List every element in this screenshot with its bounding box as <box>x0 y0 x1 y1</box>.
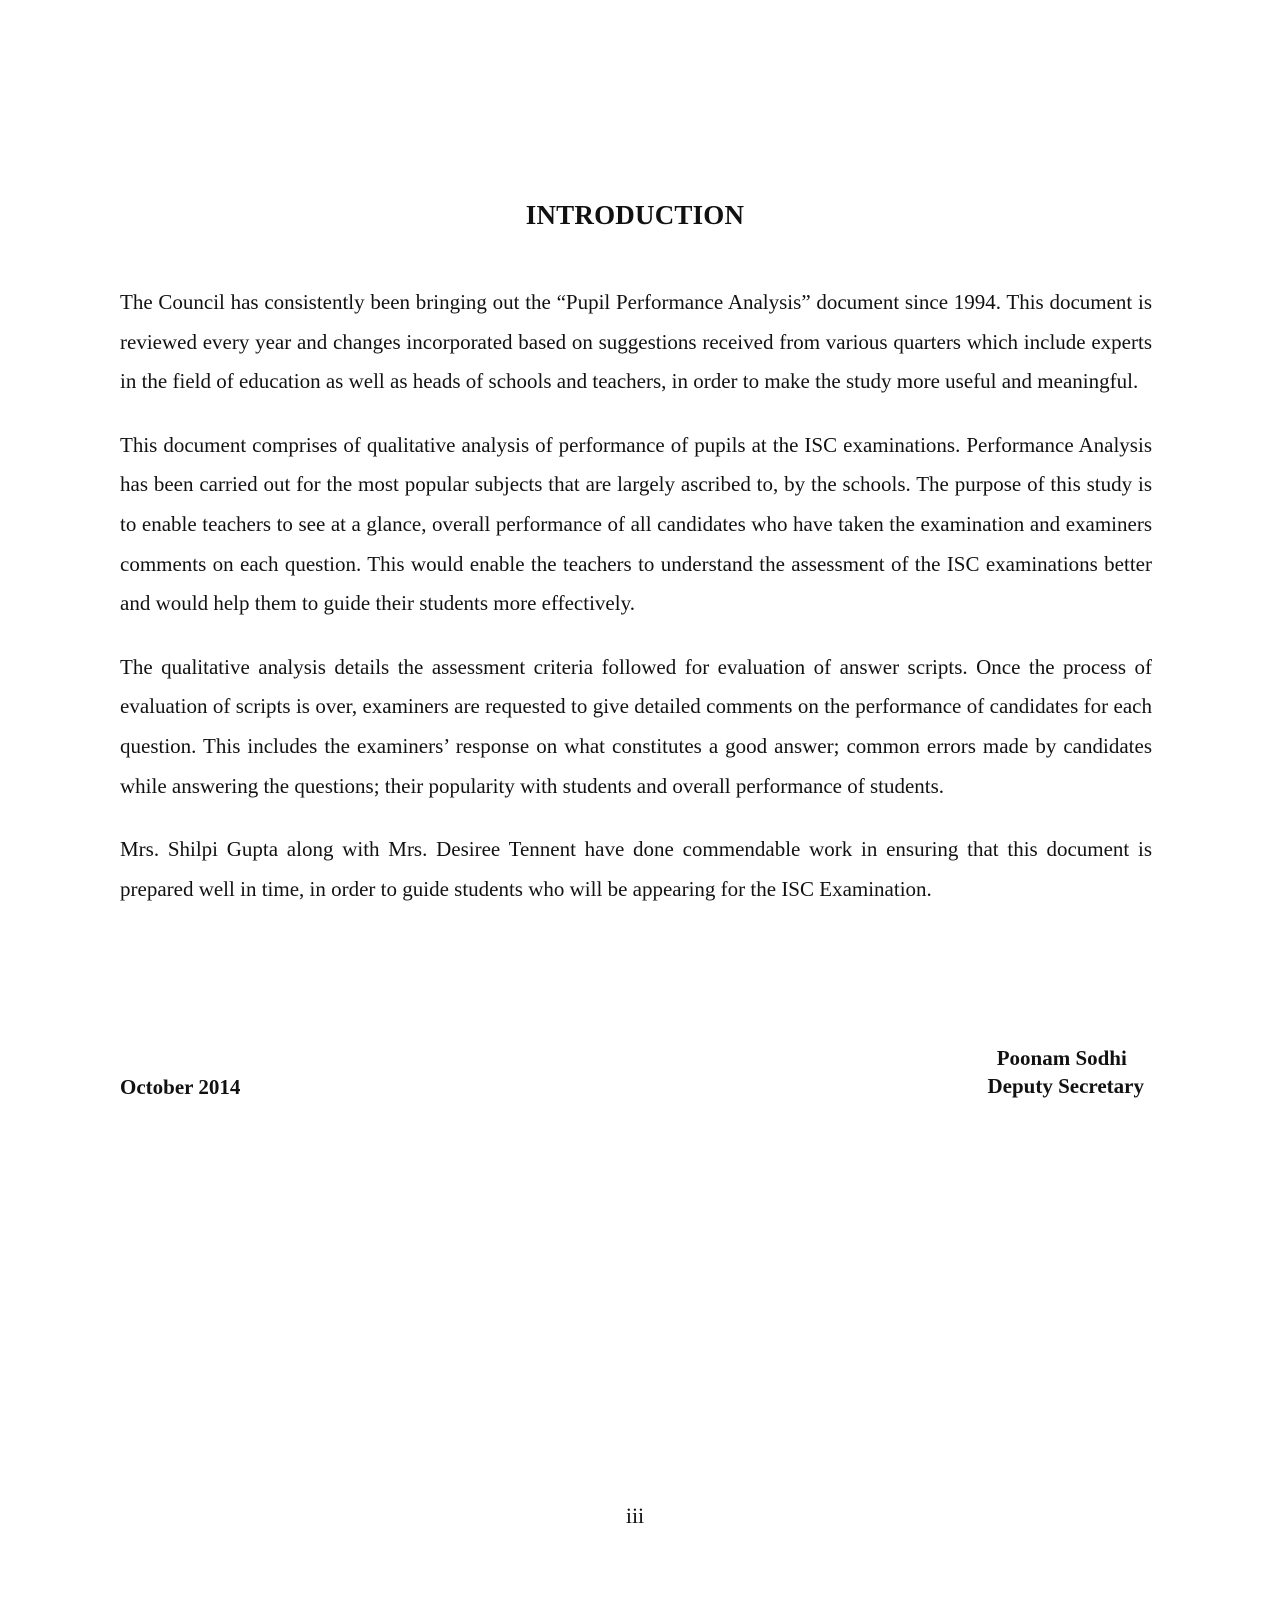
signatory-designation: Deputy Secretary <box>987 1074 1144 1098</box>
page-number: iii <box>625 1503 645 1528</box>
paragraph-3: The qualitative analysis details the assessment criteria followed for evaluation of answer scripts. Once the process of evaluation of scripts is over, examiners are requested to give detailed comments on the performance of candidates for each question. This includes the examiners’ response on what constitutes a good answer; common errors made by candidates while answering the questions; their popularity with students and overall performance of students. <box>120 654 1152 798</box>
document-date: October 2014 <box>120 1075 241 1099</box>
signature-block <box>988 1044 1145 1100</box>
signatory-name: Poonam Sodhi <box>996 1046 1127 1070</box>
paragraph-2: This document comprises of qualitative analysis of performance of pupils at the ISC examinations. Performance Analysis has been carried out for the most popular subjects that are largely ascribed to, by the schools. The purpose of this study is to enable teachers to see at a glance, overall performance of all candidates who have taken the examination and examiners comments on each question. This would enable the teachers to understand the assessment of the ISC examinations better and would help them to guide their students more effectively. <box>120 432 1152 616</box>
page-title: INTRODUCTION <box>525 200 745 230</box>
paragraph-4: Mrs. Shilpi Gupta along with Mrs. Desiree Tennent have done commendable work in ensuring that this document is prepared well in time, in order to guide students who will be appearing for the ISC Examination. <box>120 837 1152 901</box>
body-text <box>120 283 1152 933</box>
paragraph-1: The Council has consistently been bringing out the “Pupil Performance Analysis” document since 1994. This document is reviewed every year and changes incorporated based on suggestions received from various quarters which include experts in the field of education as well as heads of schools and teachers, in order to make the study more useful and meaningful. <box>120 290 1152 394</box>
